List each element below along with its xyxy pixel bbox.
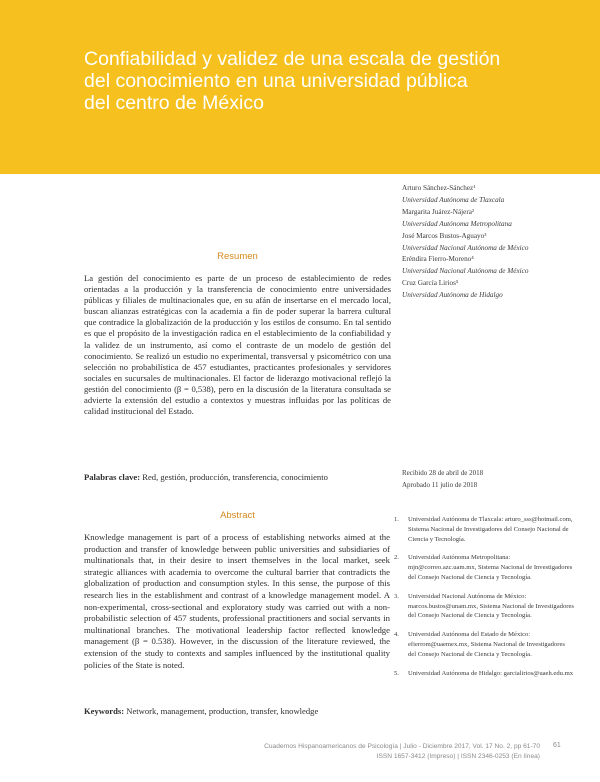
- title-line: del centro de México: [84, 92, 264, 114]
- footnotes: [394, 515, 574, 687]
- footnote-text: Universidad Autónoma de Hidalgo: garcialirios@uaeh.edu.mx: [408, 669, 574, 677]
- author-institution: Universidad Nacional Autónoma de México: [402, 243, 529, 252]
- footnote-number: 3.: [394, 592, 399, 600]
- author-name: Margarita Juárez-Nájera²: [402, 207, 475, 216]
- footnote: [394, 669, 574, 679]
- footnote: [394, 592, 574, 621]
- footer-journal-row: Cuadernos Hispanoamericanos de Psicología | Julio - Diciembre 2017, Vol. 17 No. 2, pp 61-70: [264, 743, 540, 750]
- footnote-text: Universidad Nacional Autónoma de México: marcos.bustos@unam.mx, Sistema Nacional de Investigadores del Consejo Nacional de Ciencia y Tecnología.: [408, 592, 574, 620]
- journal-name: Cuadernos Hispanoamericanos de Psicología: [264, 743, 398, 750]
- resumen-text: La gestión del conocimiento es parte de un proceso de establecimiento de redes orientadas a la producción y la transferencia de conocimiento entre universidades públicas y filiales de multinacionales que, en su afán de insertarse en el mercado local, buscan alianzas estratégicas con la academia a fin de poder superar la barrera cultural que contradice la globalización de la producción y los estilos de consumo. En tal sentido es que el propósito de la investigación radica en el establecimiento de la confiabilidad y la validez de un instrumento, así como el contraste de un modelo de gestión del conocimiento. Se realizó un estudio no experimental, transversal y psicométrico con una selección no probabilística de 457 estudiantes, practicantes profesionales y servidores sociales en sucursales de multinacionales. El factor de liderazgo motivacional reflejó la gestión del conocimiento (β = 0,538), pero en la discusión de la literatura consultada se advierte la extensión del estudio a contextos y muestras influidas por las políticas de calidad institucional del Estado.: [84, 273, 391, 417]
- journal-issue: Julio - Diciembre 2017, Vol. 17 No. 2, pp 61-70: [403, 743, 540, 750]
- author-institution: Universidad Autónoma de Hidalgo: [402, 291, 503, 300]
- footnote-text: Universidad Autónoma del Estado de México: efierrom@uaemex.mx, Sistema Nacional de Investigadores del Consejo Nacional de Ciencia y Tecnología.: [408, 631, 565, 658]
- abstract-heading: Abstract: [220, 510, 255, 521]
- keywords-label: Palabras clave:: [84, 472, 141, 482]
- page-footer: [200, 742, 540, 762]
- received-date: Recibido 28 de abril de 2018: [402, 469, 484, 477]
- article-dates: [402, 467, 483, 491]
- author-institution: Universidad Nacional Autónoma de México: [402, 267, 529, 276]
- resumen-keywords: [84, 472, 328, 482]
- issn-online: ISSN 2346-0253 (En línea): [460, 753, 540, 760]
- approved-date: Aprobado 11 julio de 2018: [402, 481, 478, 489]
- author-name: José Marcos Bustos-Aguayo³: [402, 231, 487, 240]
- title-line: del conocimiento en una universidad pública: [84, 70, 468, 92]
- abstract-keywords: [84, 706, 318, 716]
- author-institution: Universidad Autónoma de Tlaxcala: [402, 195, 505, 204]
- resumen-heading: Resumen: [217, 251, 258, 262]
- abstract-text: Knowledge management is part of a process of establishing networks aimed at the production and transfer of knowledge between public universities and subsidiaries of multinationals that, in their desire to insert themselves in the local market, seek strategic alliances with academia to overcome the cultural barrier that contradicts the globalization of production and consumption styles. In this sense, the purpose of this research lies in the establishment and contrast of a knowledge management model. A non-experimental, cross-sectional and exploratory study was carried out with a non-probabilistic selection of 457 students, professional practitioners and social servants in multinational branches. The motivational leadership factor reflected knowledge management (β = 0.538). However, in the discussion of the literature reviewed, the extension of the study to contexts and samples influenced by the institutional quality policies of the State is noted.: [84, 532, 390, 670]
- title-line: Confiabilidad y validez de una escala de gestión: [84, 48, 501, 70]
- author-institution: Universidad Autónoma Metropolitana: [402, 219, 512, 228]
- footnote-number: 4.: [394, 631, 399, 639]
- footnote-number: 2.: [394, 554, 399, 562]
- footnote-number: 1.: [394, 516, 399, 523]
- author-list: [402, 183, 592, 302]
- author-name: Eréndira Fierro-Moreno⁴: [402, 255, 474, 264]
- footnote-text: Universidad Autónoma Metropolitana: mjn@correo.azc.uam.mx, Sistema Nacional de Investigadores del Consejo Nacional de Ciencia y Tecnología.: [408, 554, 573, 581]
- footnote: [394, 515, 574, 544]
- author-name: Cruz García Lirios⁵: [402, 279, 459, 288]
- footer-issn-row: ISSN 1657-3412 (Impreso) | ISSN 2346-0253 (En línea): [376, 753, 540, 760]
- keywords-value: Red, gestión, producción, transferencia, conocimiento: [142, 472, 328, 482]
- keywords-value: Network, management, production, transfer, knowledge: [126, 706, 319, 716]
- issn-print: ISSN 1657-3412 (Impreso): [376, 753, 456, 760]
- footnote-text: Universidad Autónoma de Tlaxcala: arturo_sss@hotmail.com, Sistema Nacional de Investigadores del Consejo Nacional de Ciencia y Tecnología.: [408, 516, 573, 543]
- article-title: [84, 48, 554, 114]
- footnote-number: 5.: [394, 669, 399, 677]
- author-name: Arturo Sánchez-Sánchez¹: [402, 184, 476, 192]
- footnote: [394, 630, 574, 659]
- footnote: [394, 553, 574, 582]
- keywords-label: Keywords:: [84, 706, 125, 716]
- page-number: 61: [553, 742, 561, 749]
